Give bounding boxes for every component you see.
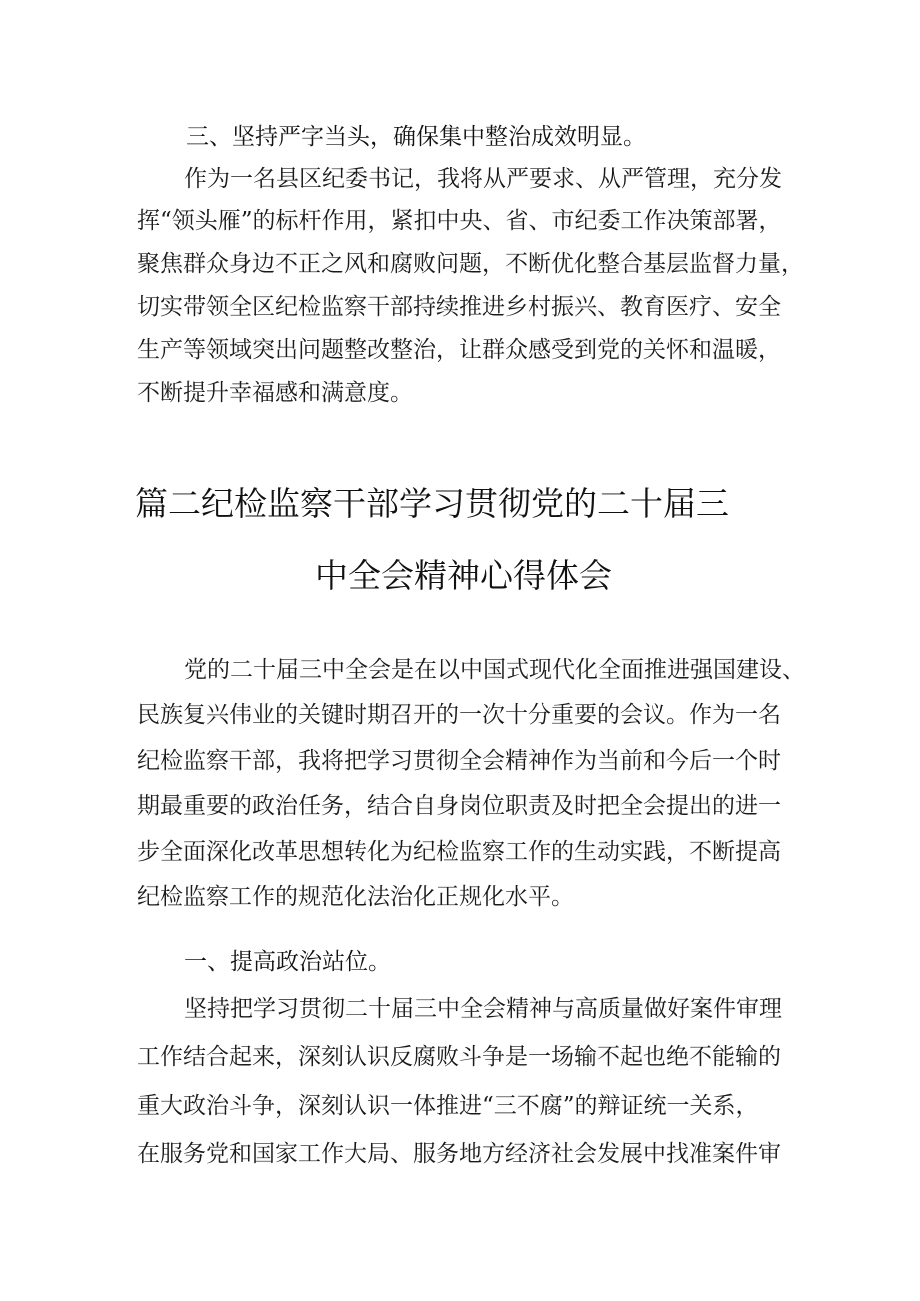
paragraph-line: 不断提升幸福感和满意度。 [137,380,413,406]
paragraph-line: 作为一名县区纪委书记，我将从严要求、从严管理，充分发 [184,166,782,192]
section-heading: 三、坚持严字当头，确保集中整治成效明显。 [186,124,646,150]
article-title: 中全会精神心得体会 [315,556,612,595]
paragraph-line: 期最重要的政治任务，结合自身岗位职责及时把全会提出的进一 [137,793,781,819]
section-heading: 一、提高政治站位。 [184,949,391,975]
paragraph-line: 聚焦群众身边不正之风和腐败问题，不断优化整合基层监督力量， [137,251,804,277]
paragraph-line: 纪检监察干部，我将把学习贯彻全会精神作为当前和今后一个时 [137,748,781,774]
paragraph-line: 切实带领全区纪检监察干部持续推进乡村振兴、教育医疗、安全 [137,294,781,320]
paragraph-line: 生产等领域突出问题整改整治，让群众感受到党的关怀和温暖， [137,337,781,363]
paragraph-line: 民族复兴伟业的关键时期召开的一次十分重要的会议。作为一名 [137,702,781,728]
paragraph-line: 步全面深化改革思想转化为纪检监察工作的生动实践，不断提高 [137,839,781,865]
paragraph-line: 纪检监察工作的规范化法治化正规化水平。 [137,884,574,910]
paragraph-line: 坚持把学习贯彻二十届三中全会精神与高质量做好案件审理 [184,996,782,1022]
paragraph-line: 挥“领头雁”的标杆作用，紧扣中央、省、市纪委工作决策部署， [137,208,782,234]
paragraph-line: 在服务党和国家工作大局、服务地方经济社会发展中找准案件审 [137,1141,781,1167]
paragraph-line: 工作结合起来，深刻认识反腐败斗争是一场输不起也绝不能输的 [137,1044,781,1070]
article-title: 篇二纪检监察干部学习贯彻党的二十届三 [135,484,729,523]
paragraph-line: 党的二十届三中全会是在以中国式现代化全面推进强国建设、 [184,657,805,683]
paragraph-line: 重大政治斗争，深刻认识一体推进“三不腐”的辩证统一关系， [137,1093,759,1119]
